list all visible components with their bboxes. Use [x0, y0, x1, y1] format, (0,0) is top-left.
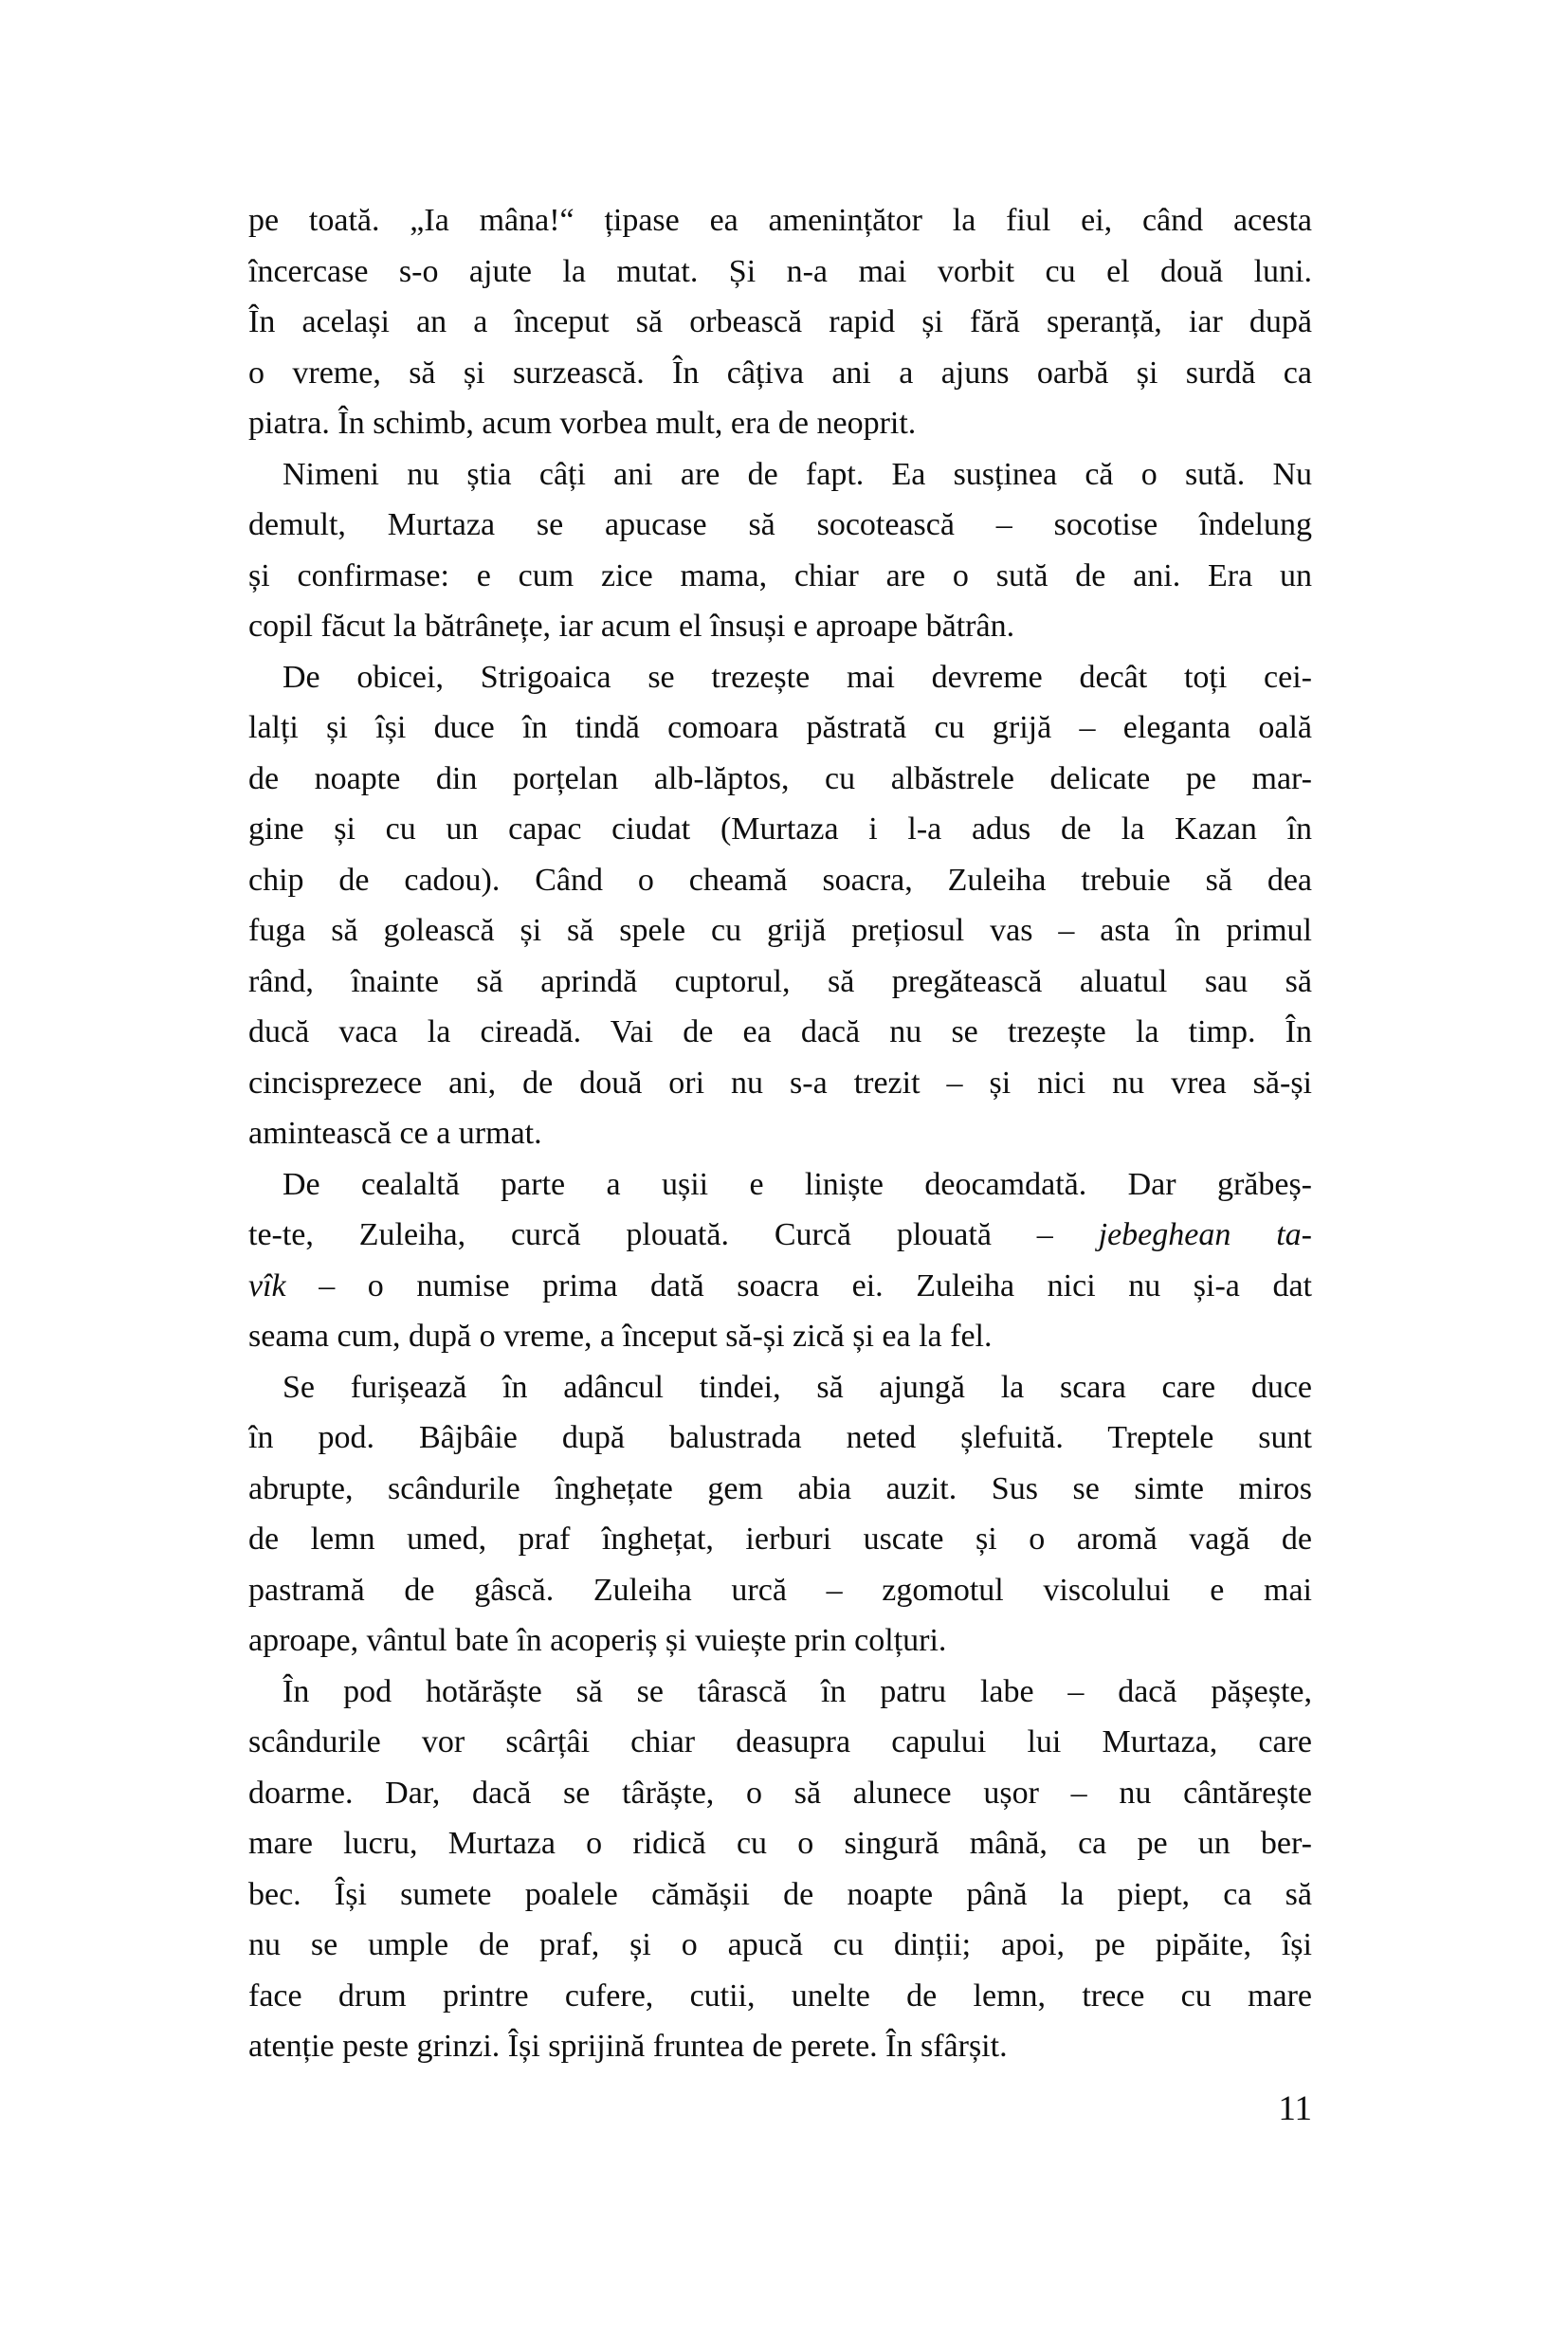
- text-segment: o vreme, să și surzească. În câțiva ani a ajuns oarbă și surdă ca: [248, 355, 1312, 391]
- text-segment: de noapte din porțelan alb-lăptos, cu albăstrele delicate pe mar-: [248, 760, 1312, 796]
- text-line: [248, 398, 1312, 449]
- text-line: [248, 348, 1312, 399]
- text-segment: Se furișează în adâncul tindei, să ajungă la scara care duce: [283, 1369, 1312, 1405]
- text-segment: În pod hotărăște să se târască în patru labe – dacă pășește,: [283, 1673, 1312, 1709]
- text-segment: demult, Murtaza se apucase să socotească – socotise îndelung: [248, 507, 1312, 542]
- text-segment: de lemn umed, praf înghețat, ierburi uscate și o aromă vagă de: [248, 1522, 1312, 1557]
- text-segment: bec. Își sumete poalele cămășii de noapte până la piept, ca să: [248, 1876, 1312, 1912]
- text-line: [248, 1412, 1312, 1464]
- text-segment: De cealaltă parte a ușii e liniște deocamdată. Dar grăbeș-: [283, 1166, 1312, 1202]
- text-segment: nu se umple de praf, și o apucă cu dinții; apoi, pe pipăite, își: [248, 1927, 1312, 1962]
- text-segment: cincisprezece ani, de două ori nu s-a trezit – și nici nu vrea să-și: [248, 1065, 1312, 1101]
- text-line: [248, 754, 1312, 805]
- text-line: [248, 1920, 1312, 1971]
- text-segment: doarme. Dar, dacă se târăște, o să alunece ușor – nu cântărește: [248, 1775, 1312, 1811]
- text-line: [248, 1565, 1312, 1616]
- text-segment: încercase s-o ajute la mutat. Și n-a mai vorbit cu el două luni.: [248, 253, 1312, 289]
- text-line: [248, 1058, 1312, 1109]
- text-line: [248, 195, 1312, 246]
- text-segment: fuga să golească și să spele cu grijă prețiosul vas – asta în primul: [248, 913, 1312, 948]
- text-line: [248, 1362, 1312, 1413]
- text-line: [248, 957, 1312, 1008]
- text-line: [248, 2021, 1312, 2072]
- text-segment: De obicei, Strigoaica se trezește mai devreme decât toți cei-: [283, 659, 1312, 695]
- text-segment: amintească ce a urmat.: [248, 1116, 542, 1151]
- text-line: [248, 1615, 1312, 1667]
- text-segment: scândurile vor scârțâi chiar deasupra capului lui Murtaza, care: [248, 1724, 1312, 1759]
- text-segment: face drum printre cufere, cutii, unelte de lemn, trece cu mare: [248, 1977, 1312, 2014]
- text-line: [248, 1667, 1312, 1718]
- text-segment: Nimeni nu știa câți ani are de fapt. Ea susținea că o sută. Nu: [283, 456, 1312, 492]
- text-line: [248, 1108, 1312, 1159]
- text-segment: pe toată. „Ia mâna!“ țipase ea amenințător la fiul ei, când acesta: [248, 203, 1312, 238]
- text-line: [248, 1007, 1312, 1058]
- text-segment: mare lucru, Murtaza o ridică cu o singură mână, ca pe un ber-: [248, 1826, 1312, 1861]
- text-segment: și confirmase: e cum zice mama, chiar are o sută de ani. Era un: [248, 557, 1312, 593]
- text-segment: copil făcut la bătrânețe, iar acum el însuși e aproape bătrân.: [248, 609, 1015, 644]
- text-segment: seama cum, după o vreme, a început să-și zică și ea la fel.: [248, 1319, 993, 1354]
- text-segment: în pod. Bâjbâie după balustrada neted șlefuită. Treptele sunt: [248, 1420, 1312, 1455]
- text-line: [248, 246, 1312, 298]
- text-line: [248, 702, 1312, 754]
- text-line: [248, 1210, 1312, 1261]
- text-segment: aproape, vântul bate în acoperiș și vuiește prin colțuri.: [248, 1623, 947, 1658]
- text-line: [248, 1971, 1312, 2022]
- text-line: [248, 1818, 1312, 1869]
- text-line: [248, 652, 1312, 703]
- text-segment: piatra. În schimb, acum vorbea mult, era de neoprit.: [248, 406, 917, 441]
- text-line: [248, 905, 1312, 957]
- text-line: [248, 297, 1312, 348]
- text-line: [248, 804, 1312, 855]
- text-line: [248, 855, 1312, 906]
- text-line: [248, 1464, 1312, 1515]
- text-segment: abrupte, scândurile înghețate gem abia auzit. Sus se simte miros: [248, 1470, 1312, 1506]
- page-number: 11: [1278, 2089, 1312, 2128]
- text-segment: chip de cadou). Când o cheamă soacra, Zuleiha trebuie să dea: [248, 862, 1312, 898]
- text-line: [248, 1311, 1312, 1362]
- text-segment: atenție peste grinzi. Își sprijină fruntea de perete. În sfârșit.: [248, 2029, 1008, 2064]
- text-line: [248, 1261, 1312, 1312]
- text-segment: te-te, Zuleiha, curcă plouată. Curcă plouată –: [248, 1217, 1099, 1252]
- text-line: [248, 449, 1312, 501]
- text-line: [248, 601, 1312, 652]
- text-line: [248, 500, 1312, 551]
- italic-text-segment: vîk: [248, 1267, 286, 1303]
- text-line: [248, 1768, 1312, 1819]
- italic-text-segment: jebeghean ta-: [1098, 1217, 1312, 1252]
- text-segment: pastramă de gâscă. Zuleiha urcă – zgomotul viscolului e mai: [248, 1572, 1312, 1608]
- text-line: [248, 1159, 1312, 1211]
- text-segment: ducă vaca la cireadă. Vai de ea dacă nu se trezește la timp. În: [248, 1014, 1312, 1049]
- text-segment: lalți și își duce în tindă comoara păstrată cu grijă – eleganta oală: [248, 710, 1312, 745]
- text-line: [248, 1869, 1312, 1921]
- text-segment: rând, înainte să aprindă cuptorul, să pregătească aluatul sau să: [248, 963, 1312, 999]
- text-line: [248, 1717, 1312, 1768]
- text-line: [248, 551, 1312, 602]
- text-segment: – o numise prima dată soacra ei. Zuleiha nici nu și-a dat: [285, 1267, 1312, 1303]
- text-block: [248, 195, 1312, 2072]
- text-segment: gine și cu un capac ciudat (Murtaza i l-a adus de la Kazan în: [248, 811, 1312, 847]
- text-segment: În același an a început să orbească rapid și fără speranță, iar după: [248, 304, 1312, 339]
- text-line: [248, 1514, 1312, 1565]
